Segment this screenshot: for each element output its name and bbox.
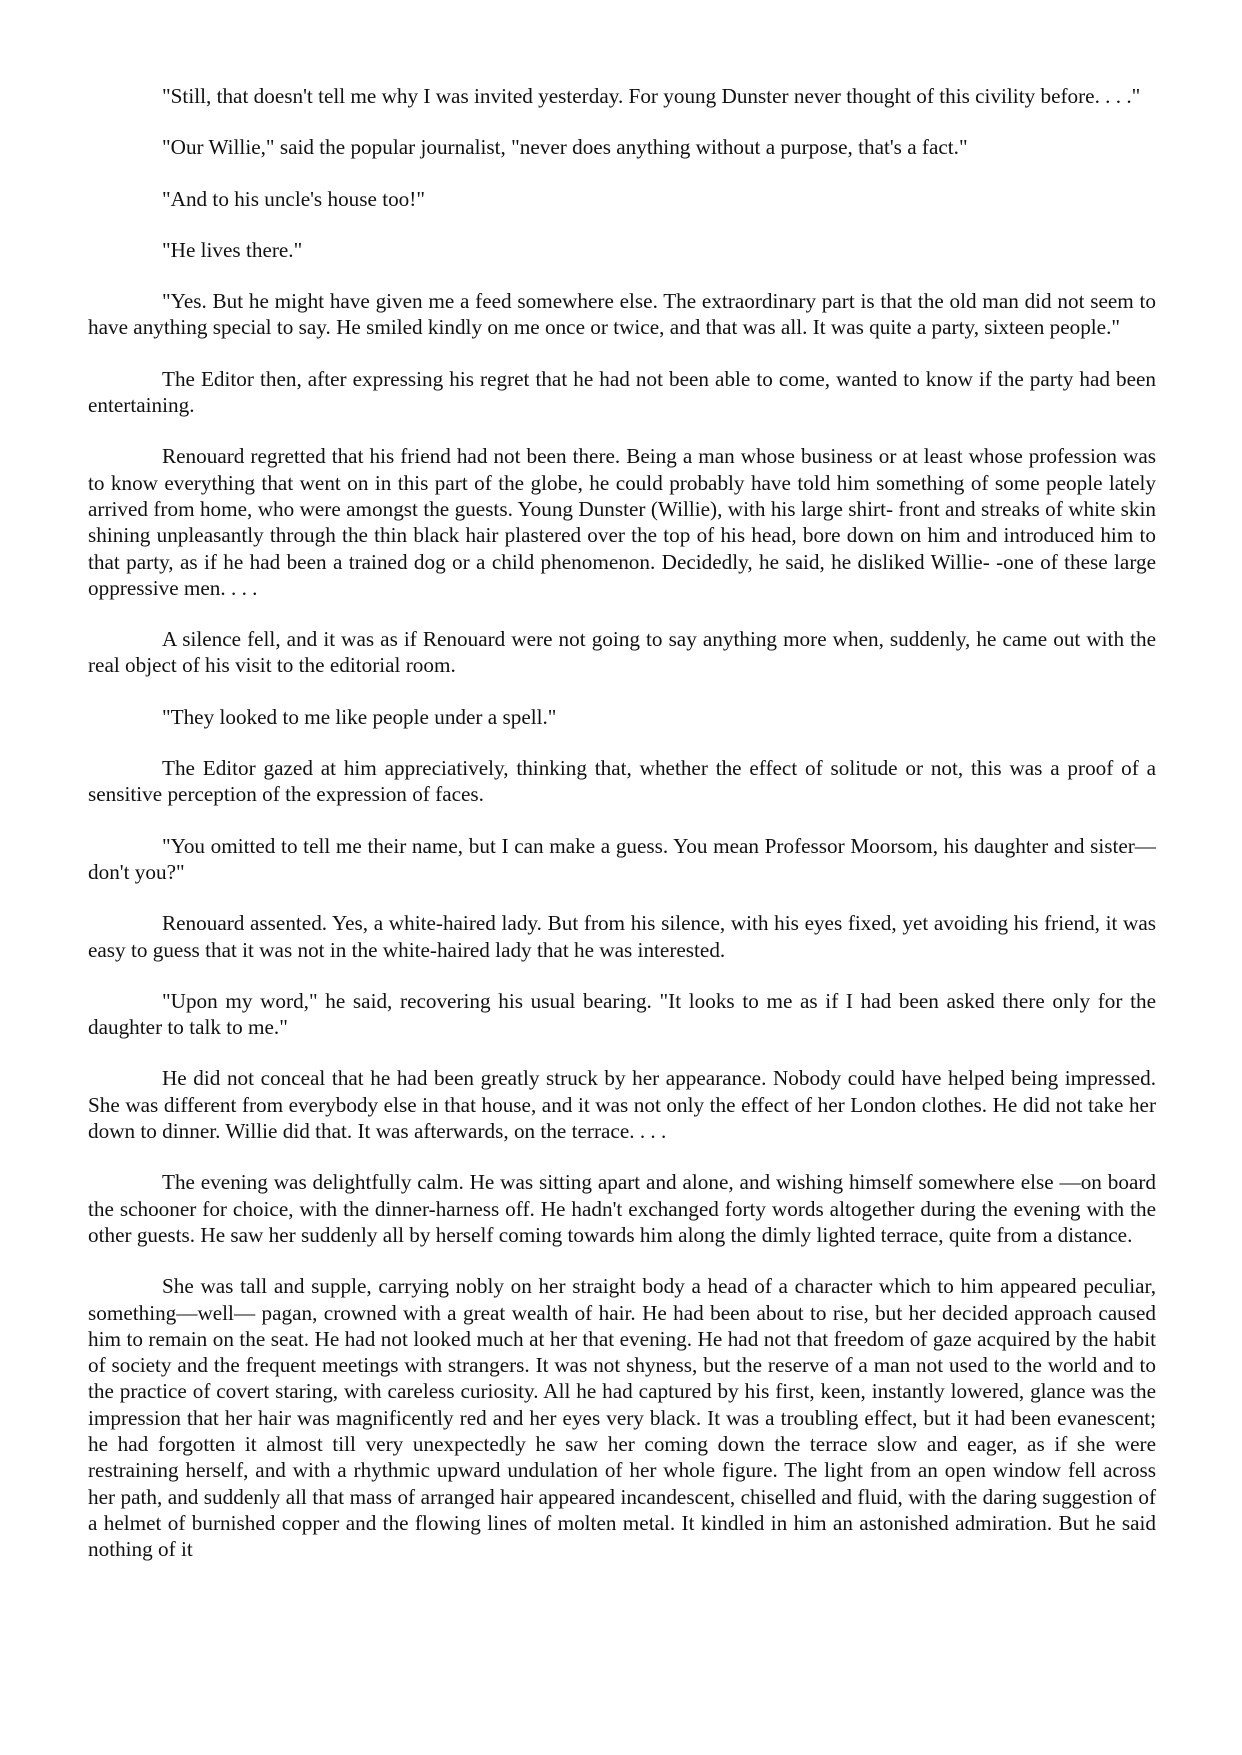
paragraph: "You omitted to tell me their name, but I can make a guess. You mean Professor Moorsom, his daughter and sister—don't you?" xyxy=(88,833,1156,884)
paragraph: He did not conceal that he had been greatly struck by her appearance. Nobody could have helped being impressed. She was different from everybody else in that house, and it was not only the effect of her London clothes. He did not take her down to dinner. Willie did that. It was afterwards, on the terrace. . . . xyxy=(88,1066,1156,1144)
paragraph: A silence fell, and it was as if Renouard were not going to say anything more when, suddenly, he came out with the real object of his visit to the editorial room. xyxy=(88,627,1156,678)
paragraph: She was tall and supple, carrying nobly on her straight body a head of a character which to him appeared peculiar, something—well— pagan, crowned with a great wealth of hair. He had been about to rise, but her decided approach caused him to remain on the seat. He had not looked much at her that evening. He had not that freedom of gaze acquired by the habit of society and the frequent meetings with strangers. It was not shyness, but the reserve of a man not used to the world and to the practice of covert staring, with careless curiosity. All he had captured by his first, keen, instantly lowered, glance was the impression that her hair was magnificently red and her eyes very black. It was a troubling effect, but it had been evanescent; he had forgotten it almost till very unexpectedly he saw her coming down the terrace slow and eager, as if she were restraining herself, and with a rhythmic upward undulation of her whole figure. The light from an open window fell across her path, and suddenly all that mass of arranged hair appeared incandescent, chiselled and fluid, with the daring suggestion of a helmet of burnished copper and the flowing lines of molten metal. It kindled in him an astonished admiration. But he said nothing of it xyxy=(88,1274,1156,1562)
paragraph: "They looked to me like people under a spell." xyxy=(162,704,557,729)
paragraph: Renouard assented. Yes, a white-haired lady. But from his silence, with his eyes fixed, yet avoiding his friend, it was easy to guess that it was not in the white-haired lady that he was interested. xyxy=(88,911,1156,962)
paragraph: The Editor gazed at him appreciatively, thinking that, whether the effect of solitude or not, this was a proof of a sensitive perception of the expression of faces. xyxy=(88,756,1156,807)
paragraph: "Still, that doesn't tell me why I was invited yesterday. For young Dunster never thought of this civility before. . . ." xyxy=(162,84,1141,108)
paragraph: Renouard regretted that his friend had not been there. Being a man whose business or at least whose profession was to know everything that went on in this part of the globe, he could probably have told him something of some people lately arrived from home, who were amongst the guests. Young Dunster (Willie), with his large shirt- front and streaks of white skin shining unpleasantly through the thin black hair plastered over the top of his head, bore down on him and introduced him to that party, as if he had been a trained dog or a child phenomenon. Decidedly, he said, he disliked Willie- -one of these large oppressive men. . . . xyxy=(88,444,1156,600)
paragraph: "Upon my word," he said, recovering his usual bearing. "It looks to me as if I had been asked there only for the daughter to talk to me." xyxy=(88,988,1156,1040)
paragraph: "Yes. But he might have given me a feed somewhere else. The extraordinary part is that the old man did not seem to have anything special to say. He smiled kindly on me once or twice, and that was all. It was quite a party, sixteen people." xyxy=(88,289,1156,340)
paragraph: "And to his uncle's house too!" xyxy=(162,186,425,211)
paragraph: "Our Willie," said the popular journalist, "never does anything without a purpose, that's a fact." xyxy=(162,135,968,160)
paragraph: The Editor then, after expressing his regret that he had not been able to come, wanted to know if the party had been entertaining. xyxy=(88,366,1156,418)
paragraph: "He lives there." xyxy=(162,237,303,262)
paragraph: The evening was delightfully calm. He was sitting apart and alone, and wishing himself somewhere else —on board the schooner for choice, with the dinner-harness off. He hadn't exchanged forty words altogether during the evening with the other guests. He saw her suddenly all by herself coming towards him along the dimly lighted terrace, quite from a distance. xyxy=(88,1170,1156,1247)
document-page xyxy=(88,83,1156,1562)
